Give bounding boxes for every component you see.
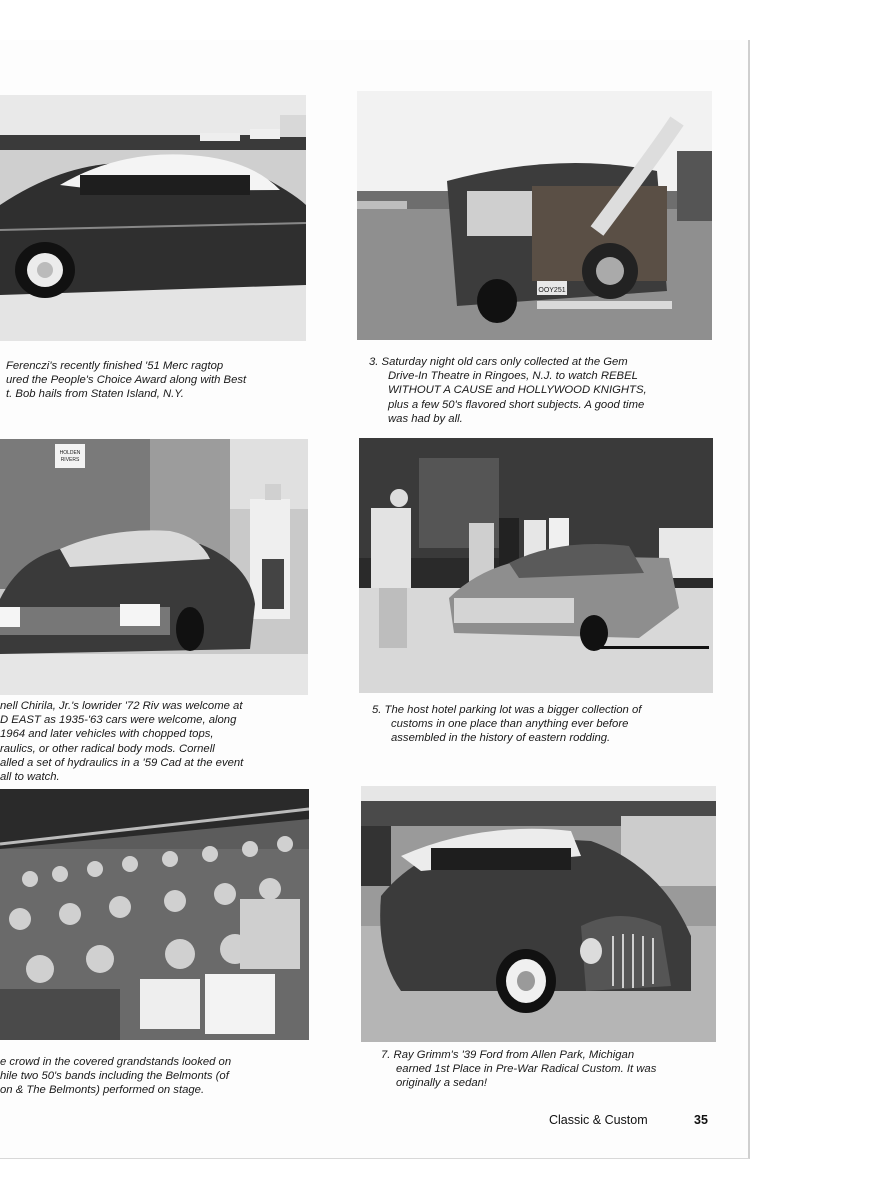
- caption-3-line: Drive-In Theatre in Ringoes, N.J. to watch REBEL: [388, 370, 638, 383]
- caption-1: [6, 359, 268, 402]
- caption-4-line: all to watch.: [0, 771, 60, 784]
- caption-3-line: plus a few 50's flavored short subjects. A good time: [388, 398, 645, 411]
- caption-4-line: D EAST as 1935-'63 cars were welcome, along: [0, 714, 237, 727]
- caption-6-line: hile two 50's bands including the Belmonts (of: [0, 1070, 229, 1083]
- caption-5-line: customs in one place than anything ever before: [391, 718, 629, 731]
- magazine-page: [0, 40, 750, 1159]
- caption-5-line: assembled in the history of eastern rodding.: [391, 732, 611, 745]
- caption-4-line: alled a set of hydraulics in a '59 Cad at the event: [0, 756, 244, 769]
- caption-1-line: ured the People's Choice Award along with Best: [6, 374, 247, 387]
- caption-6-line: e crowd in the covered grandstands looked on: [0, 1056, 232, 1068]
- caption-5: [372, 703, 702, 746]
- caption-5-line: 5. The host hotel parking lot was a bigger collection of: [372, 704, 642, 716]
- caption-1-line: Ferenczi's recently finished '51 Merc ragtop: [6, 360, 224, 372]
- caption-1-line: t. Bob hails from Staten Island, N.Y.: [6, 388, 184, 401]
- caption-4: [0, 699, 270, 784]
- sign-text: HOLDEN: [59, 450, 81, 456]
- page-number: 35: [694, 1113, 708, 1127]
- photo-hotel-parking-lot: [359, 438, 713, 693]
- caption-7-line: earned 1st Place in Pre-War Radical Custom. It was: [396, 1063, 657, 1076]
- caption-4-line: nell Chirila, Jr.'s lowrider '72 Riv was welcome at: [0, 700, 243, 712]
- magazine-title: Classic & Custom: [549, 1113, 648, 1127]
- photo-grandstand-crowd: [0, 789, 309, 1040]
- caption-7: [381, 1048, 701, 1091]
- caption-6-line: on & The Belmonts) performed on stage.: [0, 1084, 205, 1097]
- photo-merc-ragtop: [0, 95, 306, 341]
- caption-4-line: 1964 and later vehicles with chopped tops,: [0, 728, 214, 741]
- sign-text: RIVERS: [60, 457, 80, 463]
- license-plate-text: OOY251: [538, 287, 566, 294]
- caption-7-line: 7. Ray Grimm's '39 Ford from Allen Park, Michigan: [381, 1049, 635, 1061]
- caption-6: [0, 1055, 276, 1098]
- photo-39-ford: [361, 786, 716, 1042]
- caption-3: [369, 355, 691, 426]
- caption-3-line: WITHOUT A CAUSE and HOLLYWOOD KNIGHTS,: [388, 384, 647, 397]
- caption-3-line: 3. Saturday night old cars only collected at the Gem: [369, 356, 628, 368]
- caption-3-line: was had by all.: [388, 412, 463, 425]
- photo-lowrider-riviera: [0, 439, 308, 695]
- caption-7-line: originally a sedan!: [396, 1077, 488, 1090]
- photo-woody-wagon: [357, 91, 712, 340]
- caption-4-line: raulics, or other radical body mods. Cornell: [0, 742, 215, 755]
